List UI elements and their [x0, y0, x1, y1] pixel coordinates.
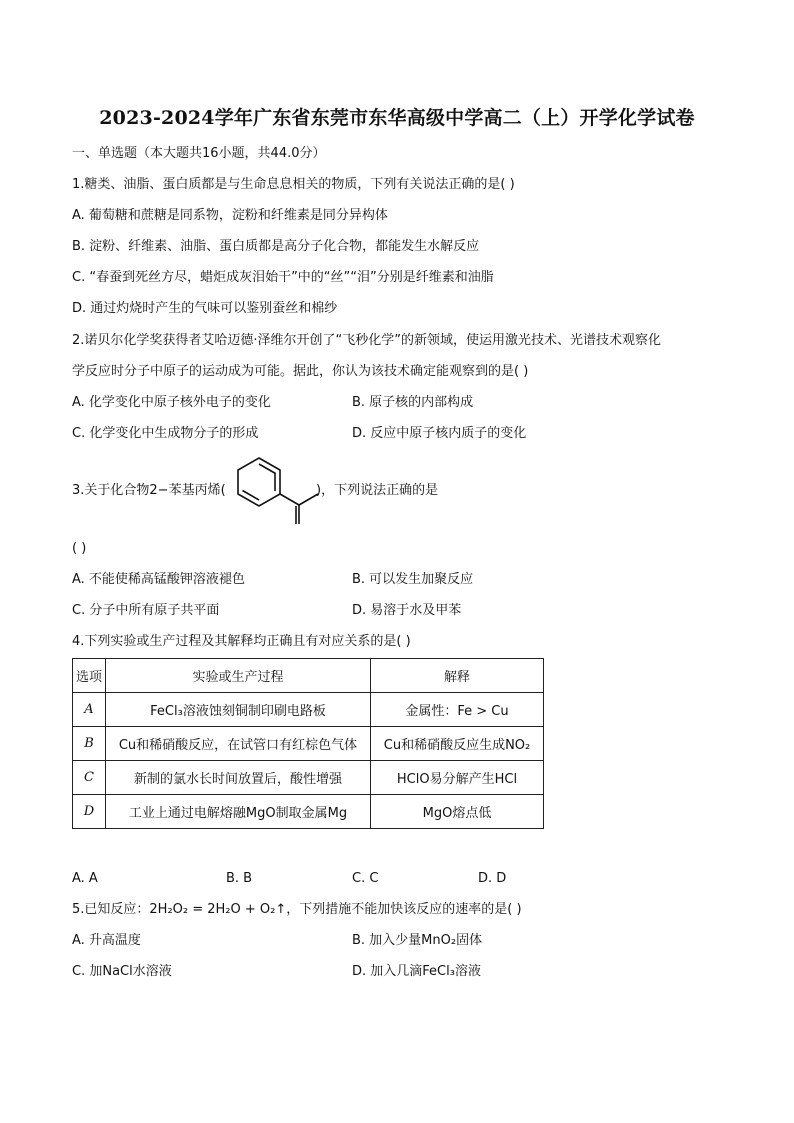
- option-c: C. 分子中所有原子共平面: [72, 603, 220, 618]
- structure-2-phenylpropene-image: [232, 456, 322, 528]
- table-row: [73, 693, 544, 727]
- table-cell: Cu和稀硝酸反应，在试管口有红棕色气体: [106, 727, 371, 761]
- option-c: C. “春蚕到死丝方尽，蜡炬成灰泪始干”中的“丝”“泪”分别是纤维素和油脂: [72, 270, 494, 285]
- option-a: A. 葡萄糖和蔗糖是同系物，淀粉和纤维素是同分异构体: [72, 208, 388, 223]
- answer-paren: ( ): [72, 541, 87, 556]
- table-header: 解释: [371, 659, 544, 693]
- table-cell: 金属性：Fe > Cu: [371, 693, 544, 727]
- option-d: D. D: [478, 871, 507, 886]
- table-header-row: [73, 659, 544, 693]
- table-row: [73, 761, 544, 795]
- page-title: 2023-2024学年广东省东莞市东华高级中学高二（上）开学化学试卷: [99, 107, 695, 129]
- table-cell: D: [73, 795, 106, 829]
- table-header: 选项: [73, 659, 106, 693]
- table-row: [73, 727, 544, 761]
- option-d: D. 通过灼烧时产生的气味可以鉴别蚕丝和棉纱: [72, 301, 338, 316]
- question-stem-line1: 2.诺贝尔化学奖获得者艾哈迈德·泽维尔开创了“飞秒化学”的新领域，使运用激光技术、光谱技术观察化: [72, 333, 662, 348]
- question-stem: 5.已知反应：2H₂O₂ = 2H₂O + O₂↑，下列措施不能加快该反应的速率的是( ): [72, 902, 522, 917]
- option-b: B. B: [226, 871, 253, 886]
- option-d: D. 易溶于水及甲苯: [352, 603, 462, 618]
- question-stem-prefix: 3.关于化合物2−苯基丙烯(: [72, 483, 226, 498]
- option-b: B. 淀粉、纤维素、油脂、蛋白质都是高分子化合物，都能发生水解反应: [72, 239, 480, 254]
- question-stem: 1.糖类、油脂、蛋白质都是与生命息息相关的物质，下列有关说法正确的是( ): [72, 177, 515, 192]
- option-c: C. 加NaCl水溶液: [72, 964, 172, 979]
- option-d: D. 加入几滴FeCl₃溶液: [352, 964, 481, 979]
- table-cell: A: [73, 693, 106, 727]
- table-cell: Cu和稀硝酸反应生成NO₂: [371, 727, 544, 761]
- option-a: A. 升高温度: [72, 933, 141, 948]
- table-cell: MgO熔点低: [371, 795, 544, 829]
- question-stem: 4.下列实验或生产过程及其解释均正确且有对应关系的是( ): [72, 634, 411, 649]
- option-a: A. A: [72, 871, 98, 886]
- option-c: C. 化学变化中生成物分子的形成: [72, 426, 259, 441]
- option-b: B. 可以发生加聚反应: [352, 572, 474, 587]
- question-stem-line2: 学反应时分子中原子的运动成为可能。据此，你认为该技术确定能观察到的是( ): [72, 364, 529, 379]
- section-heading: 一、单选题（本大题共16小题，共44.0分）: [72, 146, 326, 161]
- question-stem-suffix: )，下列说法正确的是: [316, 483, 439, 498]
- options-table: [72, 658, 544, 829]
- option-d: D. 反应中原子核内质子的变化: [352, 426, 527, 441]
- table-cell: C: [73, 761, 106, 795]
- option-b: B. 原子核的内部构成: [352, 395, 474, 410]
- table-row: [73, 795, 544, 829]
- option-a: A. 化学变化中原子核外电子的变化: [72, 395, 271, 410]
- table-header: 实验或生产过程: [106, 659, 371, 693]
- table-cell: 工业上通过电解熔融MgO制取金属Mg: [106, 795, 371, 829]
- option-c: C. C: [352, 871, 379, 886]
- table-cell: B: [73, 727, 106, 761]
- table-cell: FeCl₃溶液蚀刻铜制印刷电路板: [106, 693, 371, 727]
- option-a: A. 不能使稀高锰酸钾溶液褪色: [72, 572, 245, 587]
- option-b: B. 加入少量MnO₂固体: [352, 933, 483, 948]
- table-cell: 新制的氯水长时间放置后，酸性增强: [106, 761, 371, 795]
- table-cell: HClO易分解产生HCl: [371, 761, 544, 795]
